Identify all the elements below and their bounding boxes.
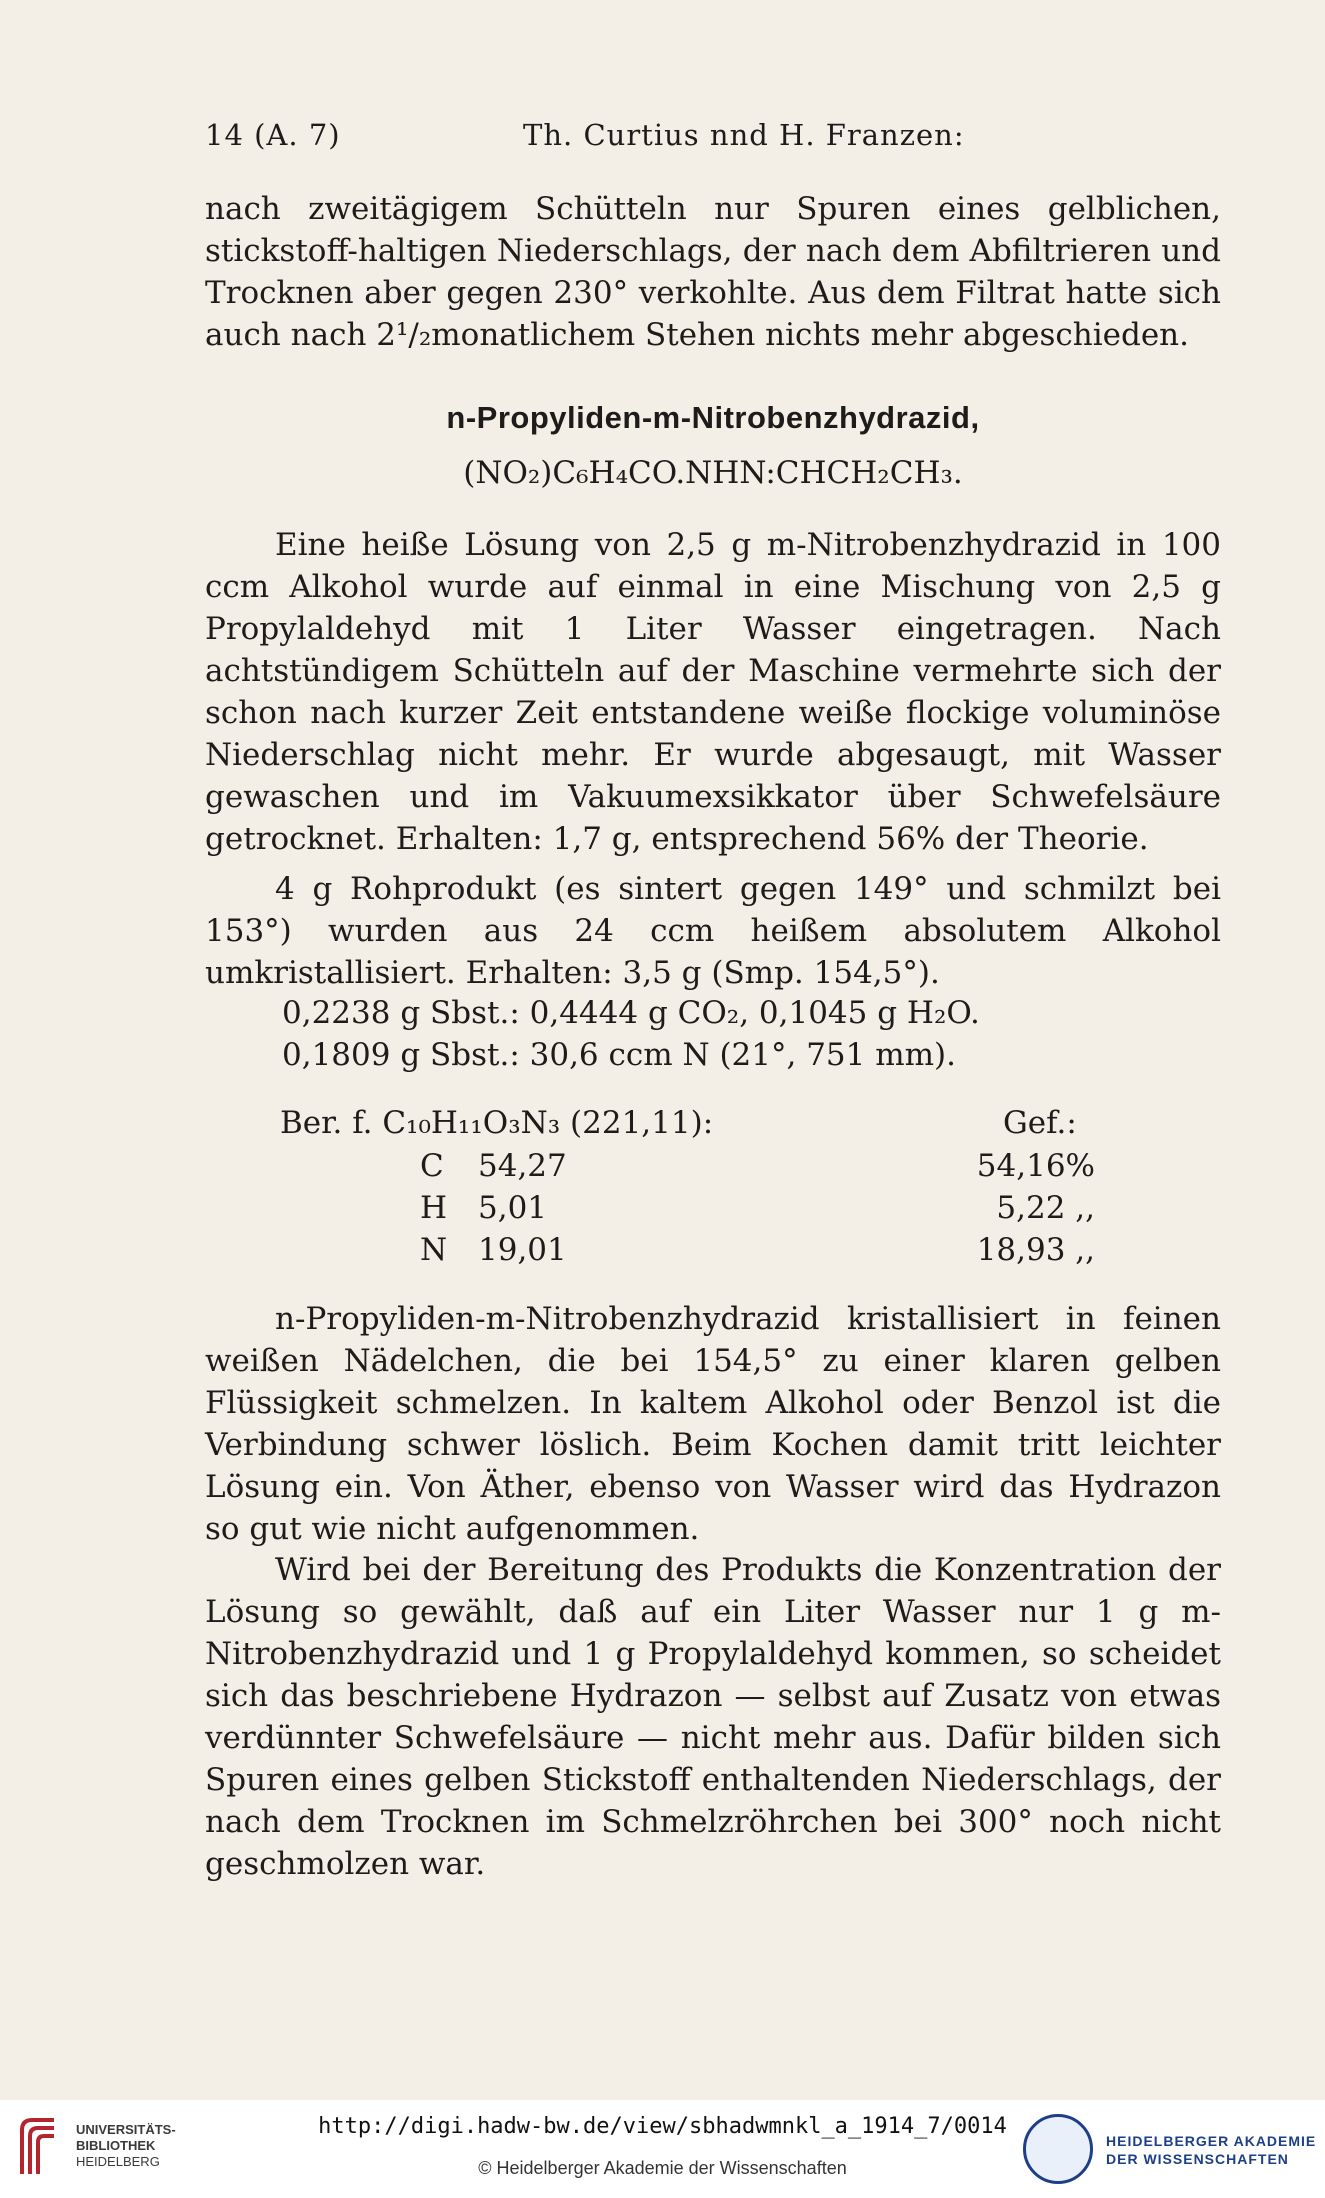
paragraph-5: Wird bei der Bereitung des Produkts die Konzentration der Lösung so gewählt, daß auf ein Liter Wasser nur 1 g m-Nitrobenzhydrazid und 1 g Propylaldehyd kommen, so scheidet sich das beschriebene Hydrazon — selbst auf Zusatz von etwas verdünnter Schwefelsäure — nicht mehr aus. Dafür bilden sich Spuren eines gelben Stickstoff enthaltenden Niederschlags, der nach dem Trocknen im Schmelzröhrchen bei 300° noch nicht geschmolzen war. bbox=[205, 1552, 1221, 1882]
found-value: 5,22 ,, bbox=[996, 1190, 1095, 1226]
element-symbol: C bbox=[420, 1148, 444, 1184]
academy-name: HEIDELBERGER AKADEMIE DER WISSENSCHAFTEN bbox=[1106, 2133, 1317, 2167]
calculated-value: 19,01 bbox=[478, 1232, 567, 1268]
calculated-value: 5,01 bbox=[478, 1190, 548, 1226]
calculated-label: Ber. f. C₁₀H₁₁O₃N₃ (221,11): bbox=[280, 1105, 714, 1141]
academy-seal-icon bbox=[1023, 2114, 1093, 2184]
analysis-line-2: 0,1809 g Sbst.: 30,6 ccm N (21°, 751 mm). bbox=[282, 1037, 956, 1073]
found-value: 54,16% bbox=[976, 1148, 1095, 1184]
analysis-line-1: 0,2238 g Sbst.: 0,4444 g CO₂, 0,1045 g H₂O. bbox=[282, 995, 980, 1031]
found-value: 18,93 ,, bbox=[976, 1232, 1095, 1268]
library-name: UNIVERSITÄTS- BIBLIOTHEK HEIDELBERG bbox=[76, 2122, 176, 2169]
running-title: Th. Curtius nnd H. Franzen: bbox=[523, 118, 965, 152]
copyright-notice: © Heidelberger Akademie der Wissenschaften bbox=[478, 2158, 847, 2178]
paragraph-2: Eine heiße Lösung von 2,5 g m-Nitrobenzhydrazid in 100 ccm Alkohol wurde auf einmal in eine Mischung von 2,5 g Propylaldehyd mit 1 Liter Wasser eingetragen. Nach achtstündigem Schütteln auf der Maschine vermehrte sich der schon nach kurzer Zeit entstandene weiße flockige voluminöse Niederschlag nicht mehr. Er wurde abgesaugt, mit Wasser gewaschen und im Vakuumexsikkator über Schwefelsäure getrocknet. Erhalten: 1,7 g, entsprechend 56% der Theorie. bbox=[205, 527, 1221, 857]
page-number: 14 (A. 7) bbox=[205, 118, 341, 152]
section-formula: (NO₂)C₆H₄CO.NHN:CHCH₂CH₃. bbox=[463, 455, 963, 491]
calculated-value: 54,27 bbox=[478, 1148, 567, 1184]
section-title: n-Propyliden-m-Nitrobenzhydrazid, bbox=[446, 400, 980, 435]
found-label: Gef.: bbox=[1003, 1105, 1077, 1141]
paragraph-3: 4 g Rohprodukt (es sintert gegen 149° und schmilzt bei 153°) wurden aus 24 ccm heißem absolutem Alkohol umkristallisiert. Erhalten: 3,5 g (Smp. 154,5°). bbox=[205, 871, 1221, 991]
paragraph-1: nach zweitägigem Schütteln nur Spuren eines gelblichen, stickstoff-haltigen Niederschlags, der nach dem Abfiltrieren und Trocknen aber gegen 230° verkohlte. Aus dem Filtrat hatte sich auch nach 2¹/₂monatlichem Stehen nichts mehr abgeschieden. bbox=[205, 191, 1221, 353]
paragraph-4: n-Propyliden-m-Nitrobenzhydrazid kristallisiert in feinen weißen Nädelchen, die bei 154,5° zu einer klaren gelben Flüssigkeit schmelzen. In kaltem Alkohol oder Benzol ist die Verbindung schwer löslich. Beim Kochen damit tritt leichter Lösung ein. Von Äther, ebenso von Wasser wird das Hydrazon so gut wie nicht aufgenommen. bbox=[205, 1301, 1221, 1547]
permalink-url[interactable]: http://digi.hadw-bw.de/view/sbhadwmnkl_a_1914_7/0014 bbox=[318, 2114, 1007, 2139]
element-symbol: H bbox=[420, 1190, 448, 1226]
element-symbol: N bbox=[420, 1232, 448, 1268]
viewer-footer bbox=[0, 2100, 1325, 2198]
